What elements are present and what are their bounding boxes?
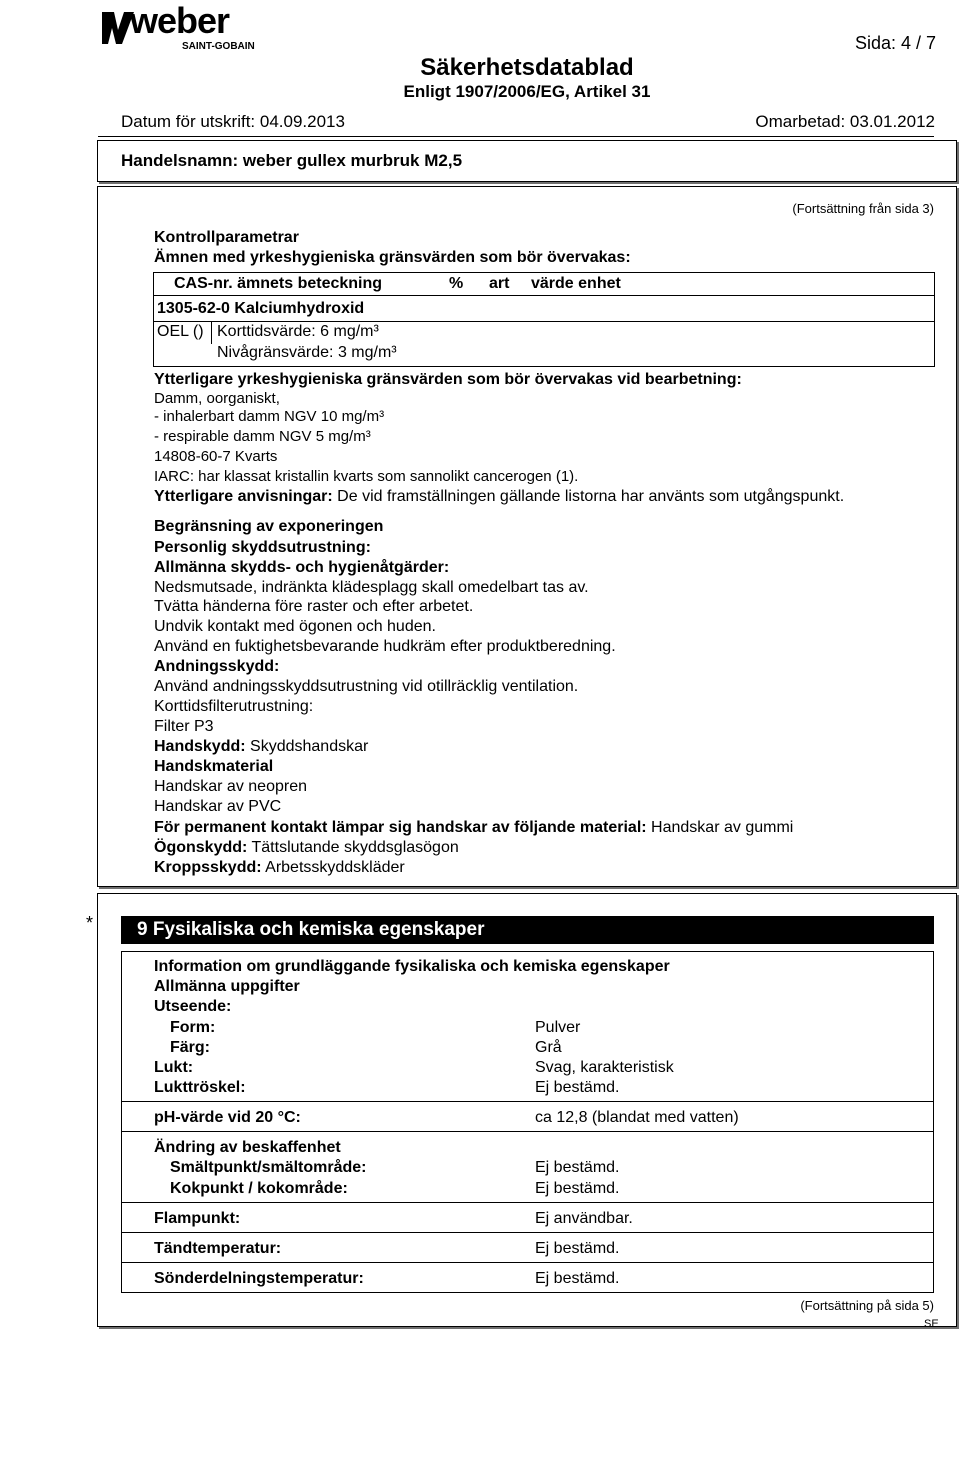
logo-subtext: SAINT-GOBAIN: [182, 41, 255, 52]
ph-value: ca 12,8 (blandat med vatten): [535, 1109, 739, 1126]
dust-line-1: Damm, oorganiskt,: [154, 390, 280, 407]
oel-label: OEL (): [157, 323, 204, 340]
col-value-unit: värde enhet: [531, 275, 621, 292]
hygiene-line-3: Undvik kontakt med ögonen och huden.: [154, 618, 436, 635]
dust-line-3: - respirable damm NGV 5 mg/m³: [154, 428, 371, 445]
eye-label: Ögonskydd:: [154, 839, 248, 856]
header-rule: [98, 136, 934, 137]
short-filter-label: Korttidsfilterutrustning:: [154, 698, 314, 715]
dust-line-5: IARC: har klassat kristallin kvarts som sannolikt cancerogen (1).: [154, 468, 579, 485]
print-date: Datum för utskrift: 04.09.2013: [121, 112, 345, 131]
rule-1: [121, 1101, 934, 1102]
col-cas: CAS-nr. ämnets beteckning: [174, 275, 383, 292]
info-heading: Information om grundläggande fysikaliska och kemiska egenskaper: [154, 958, 670, 975]
rule-4: [121, 1232, 934, 1233]
body-label: Kroppsskydd:: [154, 859, 262, 876]
filter-value: Filter P3: [154, 718, 214, 735]
substances-heading: Ämnen med yrkeshygieniska gränsvärden som bör övervakas:: [154, 249, 631, 266]
continued-from: (Fortsättning från sida 3): [792, 201, 934, 216]
control-params-heading: Kontrollparametrar: [154, 229, 299, 246]
dust-line-4: 14808-60-7 Kvarts: [154, 448, 278, 465]
permanent-contact: [154, 818, 793, 838]
level-limit-value: Nivågränsvärde: 3 mg/m³: [217, 344, 397, 361]
ignition-value: Ej bestämd.: [535, 1240, 620, 1257]
melting-value: Ej bestämd.: [535, 1159, 620, 1176]
glove-material-2: Handskar av PVC: [154, 798, 282, 815]
boiling-label: Kokpunkt / kokområde:: [170, 1180, 348, 1197]
document-subtitle: Enligt 1907/2006/EG, Artikel 31: [403, 82, 651, 101]
ppe-heading: Personlig skyddsutrustning:: [154, 539, 371, 556]
body-text: Arbetsskyddskläder: [265, 859, 405, 876]
col-type: art: [489, 275, 510, 292]
weber-logo: [100, 0, 255, 52]
document-title: Säkerhetsdatablad: [420, 54, 634, 81]
exposure-heading: Begränsning av exponeringen: [154, 518, 384, 535]
hand-label: Handskydd:: [154, 738, 246, 755]
further-text: De vid framställningen gällande listorna har använts som utgångspunkt.: [337, 488, 845, 505]
general-heading: Allmänna uppgifter: [154, 978, 300, 995]
hygiene-line-2: Tvätta händerna före raster och efter arbetet.: [154, 598, 474, 615]
form-value: Pulver: [535, 1019, 581, 1036]
hygiene-line-4: Använd en fuktighetsbevarande hudkräm efter produktberedning.: [154, 638, 616, 655]
boiling-value: Ej bestämd.: [535, 1180, 620, 1197]
oel-inner-divider: [211, 321, 212, 344]
substance-row: 1305-62-0 Kalciumhydroxid: [157, 300, 365, 317]
color-value: Grå: [535, 1039, 562, 1056]
flash-value: Ej användbar.: [535, 1210, 633, 1227]
breathing-heading: Andningsskydd:: [154, 658, 280, 675]
form-label: Form:: [170, 1019, 216, 1036]
further-label: Ytterligare anvisningar:: [154, 488, 333, 505]
odor-threshold-value: Ej bestämd.: [535, 1079, 620, 1096]
hygiene-line-1: Nedsmutsade, indränkta klädesplagg skall omedelbart tas av.: [154, 579, 589, 596]
change-heading: Ändring av beskaffenhet: [154, 1139, 341, 1156]
hand-text: Skyddshandskar: [250, 738, 369, 755]
trade-name: Handelsnamn: weber gullex murbruk M2,5: [121, 151, 463, 170]
odor-label: Lukt:: [154, 1059, 194, 1076]
ph-label: pH-värde vid 20 °C:: [154, 1109, 301, 1126]
short-term-value: Korttidsvärde: 6 mg/m³: [217, 323, 379, 340]
page-number: Sida: 4 / 7: [854, 33, 936, 53]
rule-3: [121, 1202, 934, 1203]
rule-2: [121, 1131, 934, 1132]
rule-5: [121, 1262, 934, 1263]
color-label: Färg:: [170, 1039, 210, 1056]
col-pct: %: [449, 275, 464, 292]
hand-protection: [154, 737, 368, 757]
ignition-label: Tändtemperatur:: [154, 1240, 282, 1257]
additional-limits-heading: Ytterligare yrkeshygieniska gränsvärden som bör övervakas vid bearbetning:: [154, 371, 742, 388]
trade-name-box: [97, 140, 957, 182]
continued-on: (Fortsättning på sida 5): [800, 1298, 934, 1313]
appearance-heading: Utseende:: [154, 998, 232, 1015]
permanent-text: Handskar av gummi: [651, 819, 794, 836]
logo-wordmark: weber: [130, 0, 230, 41]
oel-table-header-rule: [153, 295, 935, 296]
decomp-value: Ej bestämd.: [535, 1270, 620, 1287]
change-marker: *: [86, 913, 94, 933]
glove-material-heading: Handskmaterial: [154, 758, 274, 775]
eye-protection: [154, 838, 459, 858]
melting-label: Smältpunkt/smältområde:: [170, 1159, 367, 1176]
eye-text: Tättslutande skyddsglasögon: [251, 839, 459, 856]
revised-date: Omarbetad: 03.01.2012: [755, 112, 935, 131]
section-9-heading: 9 Fysikaliska och kemiska egenskaper: [121, 916, 934, 944]
glove-material-1: Handskar av neopren: [154, 778, 307, 795]
dust-line-2: - inhalerbart damm NGV 10 mg/m³: [154, 408, 385, 425]
breathing-text: Använd andningsskyddsutrustning vid otillräcklig ventilation.: [154, 678, 579, 695]
flash-label: Flampunkt:: [154, 1210, 241, 1227]
odor-value: Svag, karakteristisk: [535, 1059, 674, 1076]
odor-threshold-label: Lukttröskel:: [154, 1079, 246, 1096]
hygiene-heading: Allmänna skydds- och hygienåtgärder:: [154, 559, 450, 576]
permanent-label: För permanent kontakt lämpar sig handskar av följande material:: [154, 819, 647, 836]
decomp-label: Sönderdelningstemperatur:: [154, 1270, 364, 1287]
body-protection: [154, 858, 405, 878]
language-code: SE: [924, 1318, 939, 1330]
further-instructions: [154, 487, 844, 507]
